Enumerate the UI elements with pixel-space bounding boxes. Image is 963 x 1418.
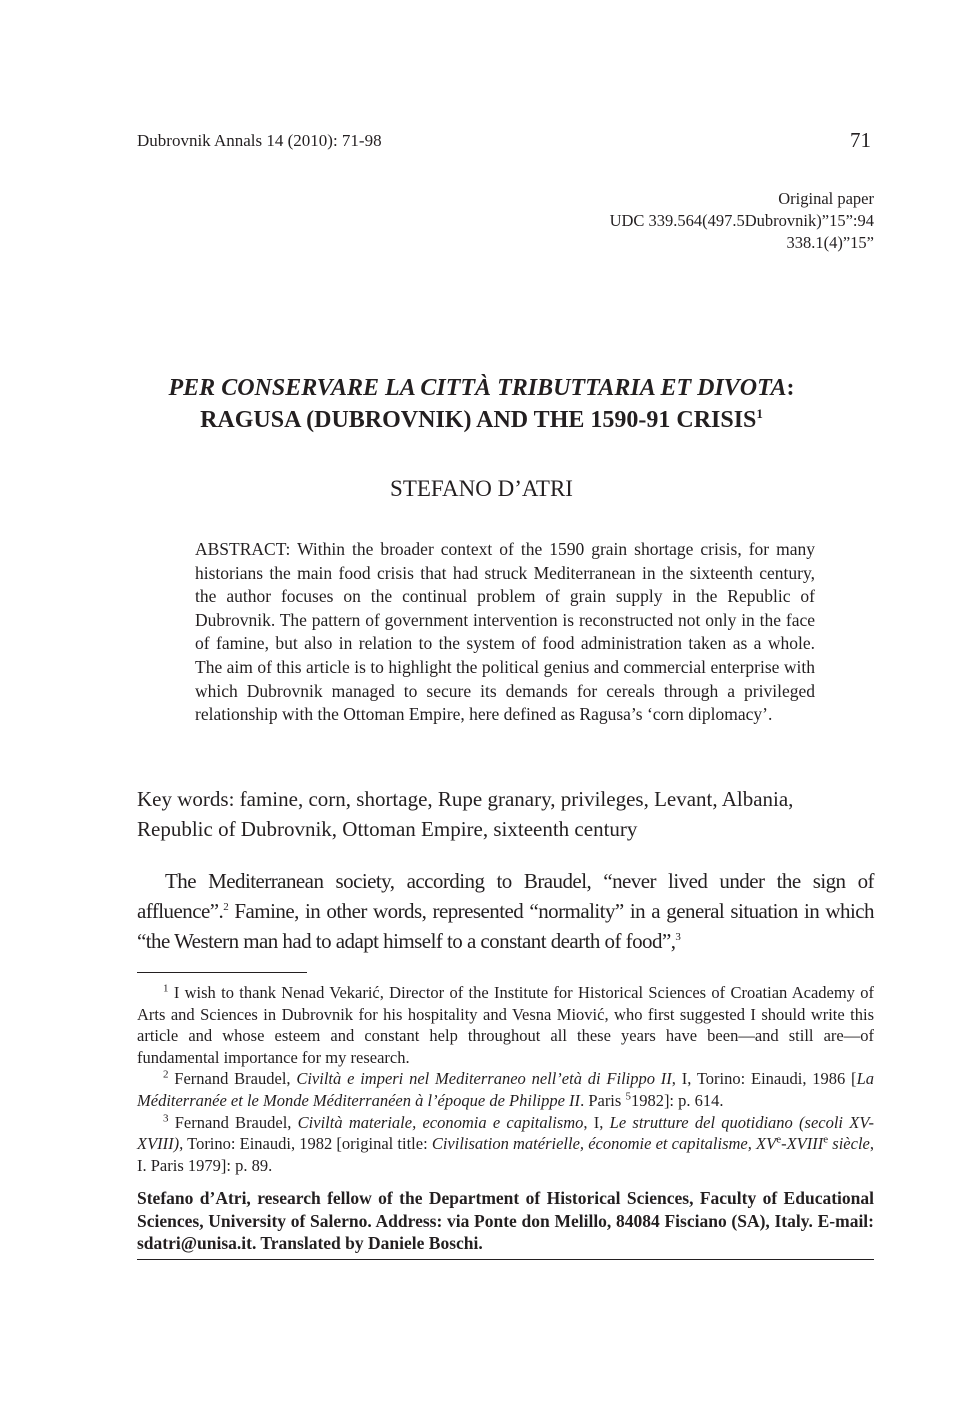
footnote-3-siecle: siècle [828,1134,870,1154]
footnote-2-work-title: Civiltà e imperi nel Mediterraneo nell’età di Filippo II [296,1069,672,1089]
paper-type: Original paper [778,189,874,208]
author-name: STEFANO D’ATRI [390,476,573,501]
footnote-1-mark: 1 [163,982,169,995]
title-line-1 [100,372,863,404]
paper-title [100,372,863,436]
title-italic: PER CONSERVARE LA CITTÀ TRIBUTTARIA ET DIVOTA [168,375,787,401]
footnote-1-text: I wish to thank Nenad Vekarić, Director of the Institute for Historical Sciences of Croatian Academy of Arts and Sciences in Dubrovnik for his hospitality and Vesna Miović, who first suggested I should write this article and whose esteem and constant help throughout all these years have been—and still are—of fundamental importance for my research. [137,983,874,1067]
page-number: 71 [850,128,871,152]
footnote-2-original-title: La Méditerranée et le Monde Méditerranéen à l’époque de Philippe II [137,1069,874,1110]
footnote-2-text-f: 1982]: p. 614. [630,1090,724,1110]
footnote-3-century: -XVIII [781,1134,824,1154]
abstract: ABSTRACT: Within the broader context of the 1590 grain shortage crisis, for many historians the main food crisis that had struck Mediterranean in the sixteenth century, the author focuses on the continual problem of grain supply in the Republic of Dubrovnik. The pattern of government intervention is reconstructed not only in the face of famine, but also in relation to the system of food administration taken as a whole. The aim of this article is to highlight the political genius and commercial enterprise with which Dubrovnik managed to secure its demands for cereals through a privileged relationship with the Ottoman Empire, here defined as Ragusa’s ‘corn diplomacy’. [195,539,815,725]
udc-code-2: 338.1(4)”15” [786,233,874,252]
footnote-3-text-i: , I. Paris 1979]: p. 89. [137,1134,874,1175]
footnote-ref-3: 3 [675,931,681,943]
footnote-3-sup-2: e [823,1133,829,1146]
footnote-3-sup-1: e [776,1133,782,1146]
footnote-3-text-c: , I, [583,1112,610,1132]
footnote-2-edition: 5 [625,1090,631,1103]
title-line-2-text: RAGUSA (DUBROVNIK) AND THE 1590-91 CRISIS [200,407,757,433]
footnote-ref-2: 2 [223,901,229,913]
footnote-1 [137,982,874,1068]
footnote-3-text-a: Fernand Braudel, [168,1112,298,1132]
footnote-2-text-e: . Paris [580,1090,626,1110]
body-text-part-1: The Mediterranean society, according to Braudel, “never lived under the sign of affluence”. [137,869,874,923]
footnote-3-volume-title: Le strutture del quotidiano (secoli XV-XVIII) [137,1112,874,1154]
footnote-2-text-a: Fernand Braudel, [168,1069,297,1089]
footnote-3-original-title: Civilisation matérielle, économie et capitalisme, XV [431,1134,777,1154]
footnote-separator [137,972,307,973]
footnote-2-text-c: , I, Torino: Einaudi, 1986 [ [671,1069,857,1089]
author-affiliation: Stefano d’Atri, research fellow of the Department of Historical Sciences, Faculty of Educational Sciences, University of Salerno. Address: via Ponte don Melillo, 84084 Fisciano (SA), Italy. E-mail: sdatri@unisa.it. Translated by Daniele Boschi. [137,1187,874,1260]
title-footnote-mark: 1 [756,406,763,421]
footnotes [137,982,874,1176]
running-head: Dubrovnik Annals 14 (2010): 71-98 [137,131,382,150]
udc-code-1: UDC 339.564(497.5Dubrovnik)”15”:94 [609,211,874,230]
footnote-3-mark: 3 [163,1112,169,1125]
body-paragraph [137,866,874,956]
footnote-3 [137,1112,874,1177]
footnote-3-work-title: Civiltà materiale, economia e capitalismo [297,1112,584,1132]
footnote-2-mark: 2 [163,1068,169,1081]
title-colon: : [786,375,795,401]
footnote-2 [137,1068,874,1111]
keywords: Key words: famine, corn, shortage, Rupe granary, privileges, Levant, Albania, Republic of Dubrovnik, Ottoman Empire, sixteenth century [137,787,794,841]
title-line-2 [100,404,863,436]
footnote-3-text-e: , Torino: Einaudi, 1982 [original title: [179,1134,432,1154]
body-text-part-2: Famine, in other words, represented “normality” in a general situation in which “the Western man had to adapt himself to a constant dearth of food”, [137,899,874,953]
classification-block [610,188,874,254]
